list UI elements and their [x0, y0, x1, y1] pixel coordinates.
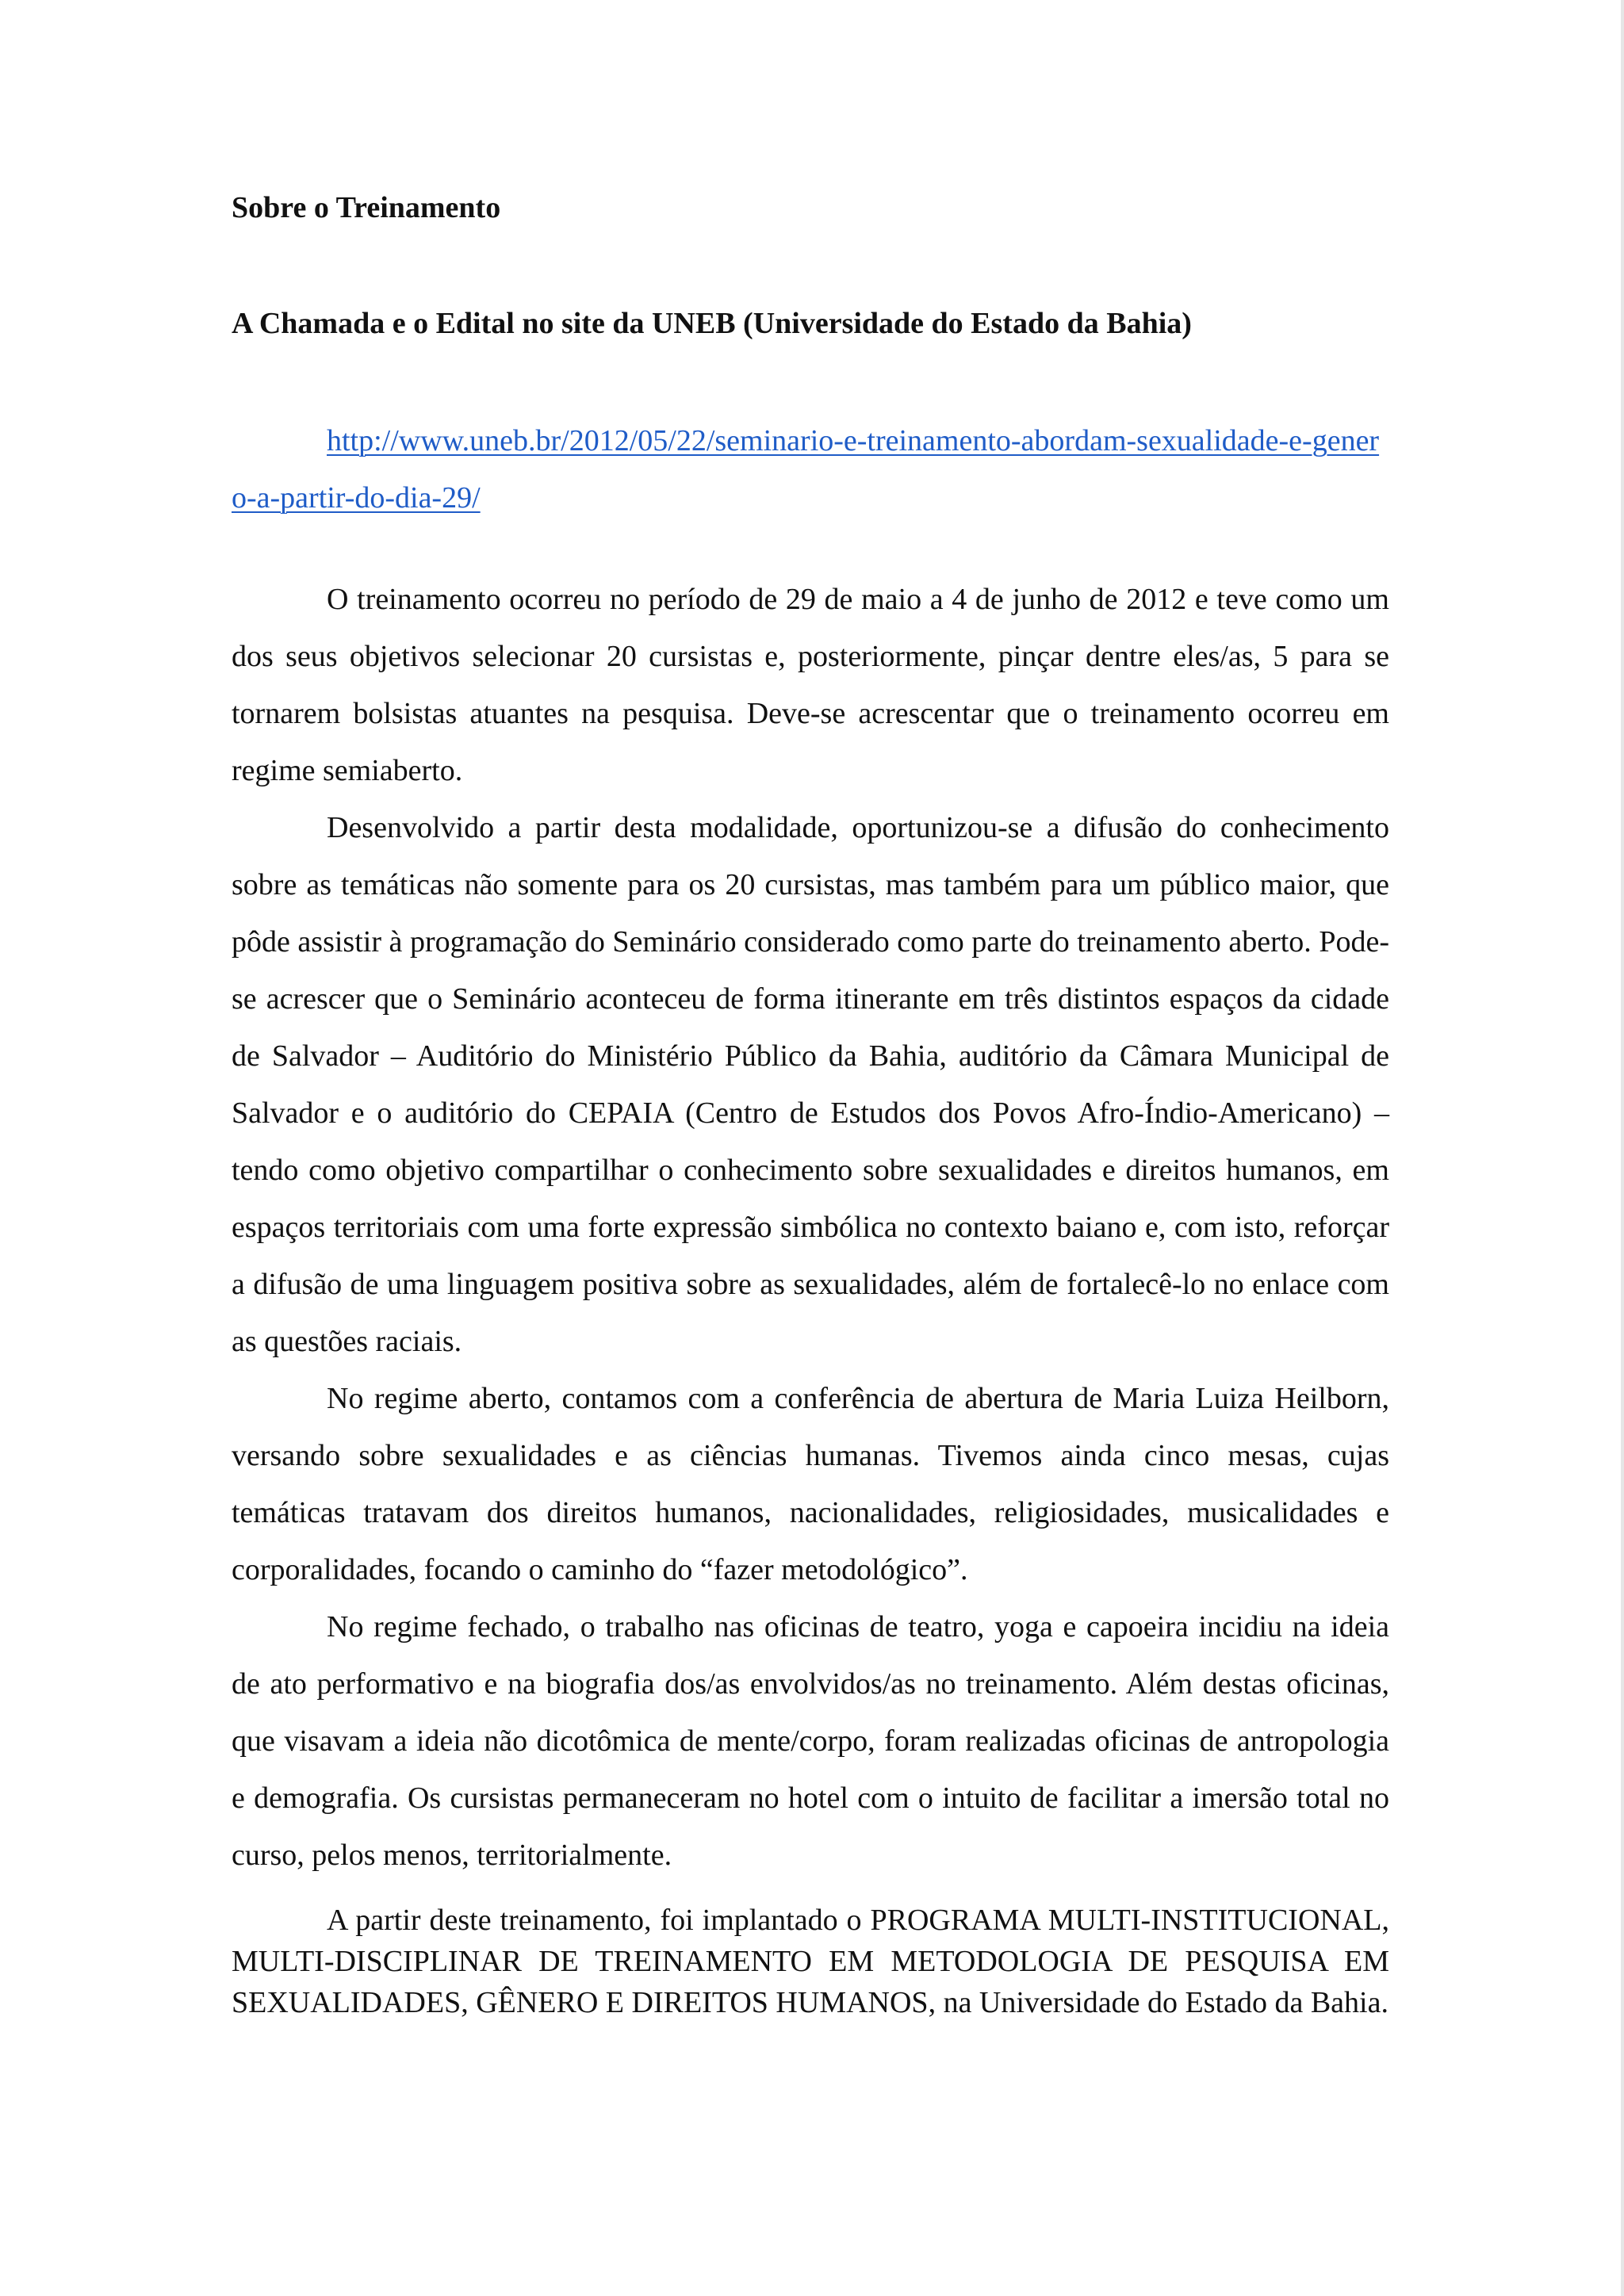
document-content	[232, 187, 1389, 2023]
subsection-heading: A Chamada e o Edital no site da UNEB (Universidade do Estado da Bahia)	[232, 307, 1192, 340]
paragraph-2: Desenvolvido a partir desta modalidade, oportunizou-se a difusão do conhecimento sobre as temáticas não somente para os 20 cursistas, mas também para um público maior, que pôde assistir à programação do Seminário considerado como parte do treinamento aberto. Pode-se acrescer que o Seminário aconteceu de forma itinerante em três distintos espaços da cidade de Salvador – Auditório do Ministério Público da Bahia, auditório da Câmara Municipal de Salvador e o auditório do CEPAIA (Centro de Estudos dos Povos Afro-Índio-Americano) – tendo como objetivo compartilhar o conhecimento sobre sexualidades e direitos humanos, em espaços territoriais com uma forte expressão simbólica no contexto baiano e, com isto, reforçar a difusão de uma linguagem positiva sobre as sexualidades, além de fortalecê-lo no enlace com as questões raciais.	[232, 811, 1389, 1358]
paragraph-3: No regime aberto, contamos com a conferência de abertura de Maria Luiza Heilborn, versando sobre sexualidades e as ciências humanas. Tivemos ainda cinco mesas, cujas temáticas tratavam dos direitos humanos, nacionalidades, religiosidades, musicalidades e corporalidades, focando o caminho do “fazer metodológico”.	[232, 1382, 1389, 1586]
section-heading: Sobre o Treinamento	[232, 191, 501, 224]
paragraph-5: A partir deste treinamento, foi implantado o PROGRAMA MULTI-INSTITUCIONAL, MULTI-DISCIPLINAR DE TREINAMENTO EM METODOLOGIA DE PESQUISA EM SEXUALIDADES, GÊNERO E DIREITOS HUMANOS, na Universidade do Estado da Bahia.	[232, 1904, 1389, 2019]
body-text	[232, 571, 1389, 2023]
uneb-link[interactable]: http://www.uneb.br/2012/05/22/seminario-e-treinamento-abordam-sexualidade-e-genero-a-partir-do-dia-29/	[232, 424, 1380, 515]
paragraph-1: O treinamento ocorreu no período de 29 de maio a 4 de junho de 2012 e teve como um dos seus objetivos selecionar 20 cursistas e, posteriormente, pinçar dentre eles/as, 5 para se tornarem bolsistas atuantes na pesquisa. Deve-se acrescentar que o treinamento ocorreu em regime semiaberto.	[232, 583, 1389, 787]
link-paragraph	[232, 412, 1389, 526]
paragraph-4: No regime fechado, o trabalho nas oficinas de teatro, yoga e capoeira incidiu na ideia de ato performativo e na biografia dos/as envolvidos/as no treinamento. Além destas oficinas, que visavam a ideia não dicotômica de mente/corpo, foram realizadas oficinas de antropologia e demografia. Os cursistas permaneceram no hotel com o intuito de facilitar a imersão total no curso, pelos menos, territorialmente.	[232, 1610, 1389, 1872]
